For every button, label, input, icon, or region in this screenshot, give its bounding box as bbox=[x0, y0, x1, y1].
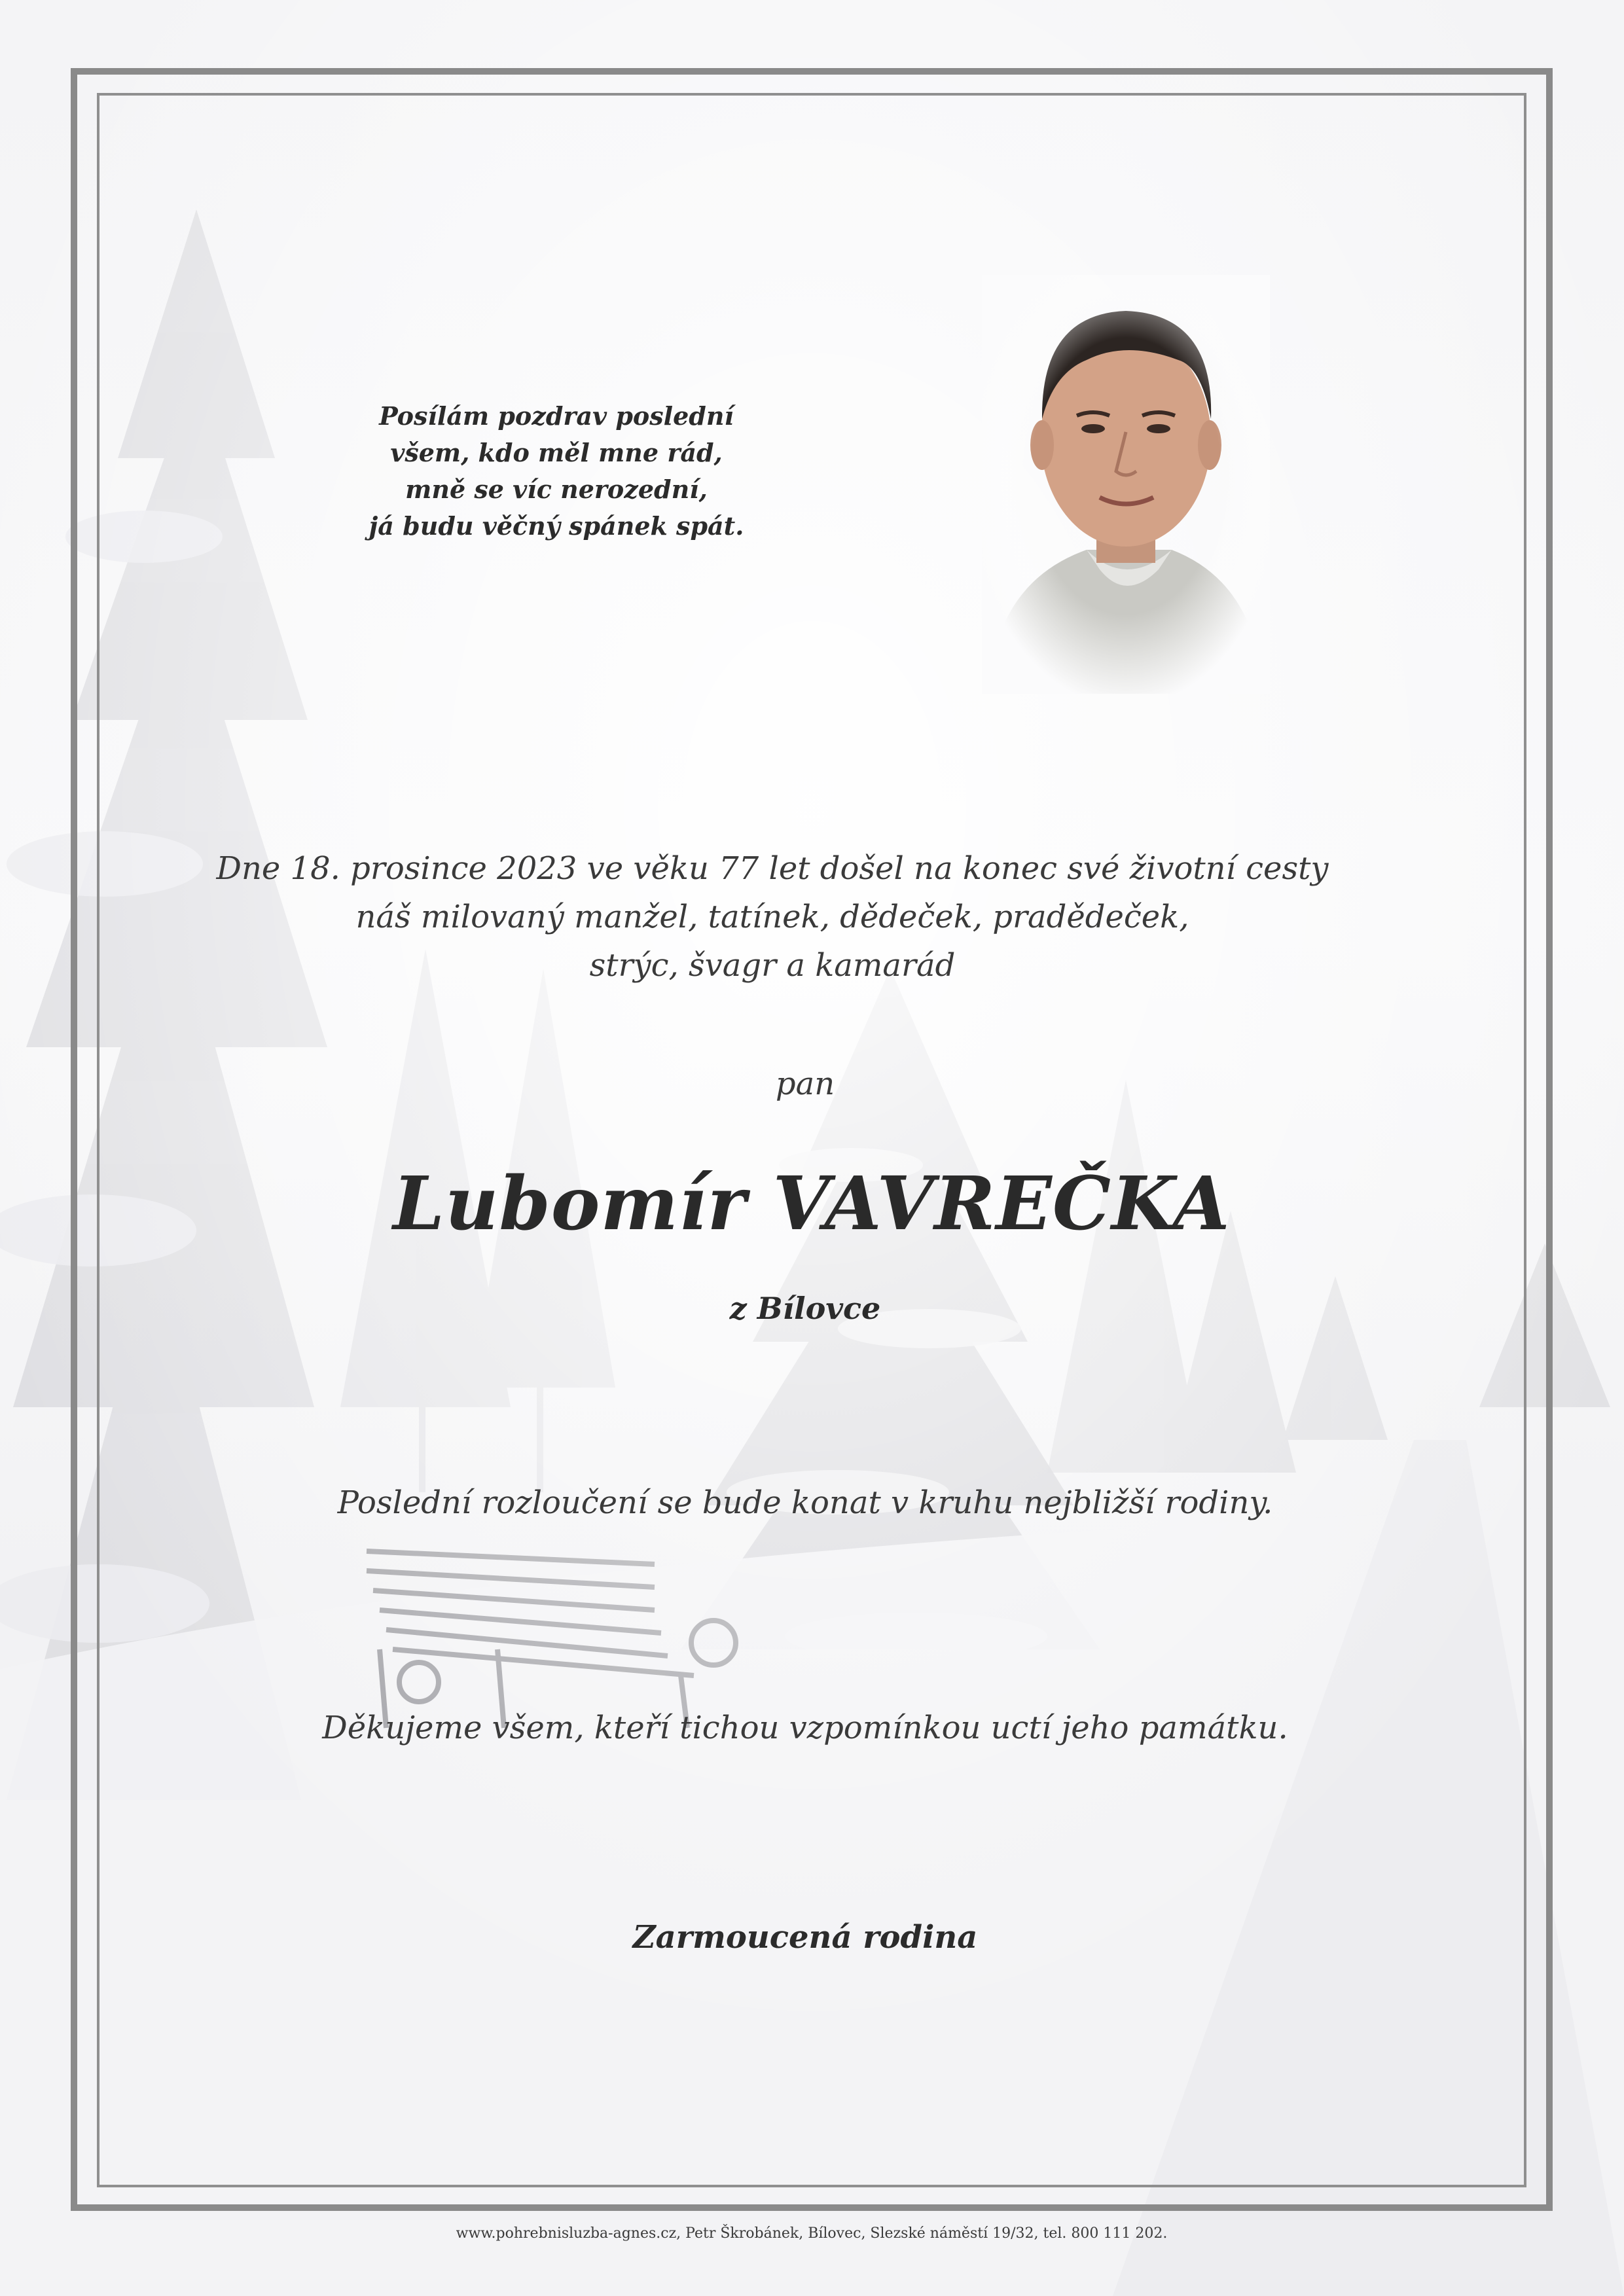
announcement-line: strýc, švagr a kamarád bbox=[589, 947, 956, 984]
farewell-notice: Poslední rozloučení se bude konat v kruhu nejbližší rodiny. bbox=[337, 1484, 1273, 1521]
deceased-name: Lubomír VAVREČKA bbox=[393, 1161, 1231, 1247]
deceased-origin: z Bílovce bbox=[729, 1291, 881, 1326]
poem-line: všem, kdo měl mne rád, bbox=[390, 438, 723, 467]
death-announcement bbox=[157, 844, 1388, 990]
funeral-service-footer: www.pohrebnisluzba-agnes.cz, Petr Škrobánek, Bílovec, Slezské náměstí 19/32, tel. 800 111 202. bbox=[456, 2225, 1168, 2242]
announcement-line: náš milovaný manžel, tatínek, dědeček, pradědeček, bbox=[355, 899, 1189, 935]
inner-frame-border bbox=[97, 93, 1526, 2187]
memorial-poem bbox=[314, 398, 799, 545]
announcement-line: Dne 18. prosince 2023 ve věku 77 let došel na konec své životní cesty bbox=[216, 850, 1329, 887]
thanks-message: Děkujeme všem, kteří tichou vzpomínkou uctí jeho památku. bbox=[322, 1710, 1288, 1746]
honorific-title: pan bbox=[775, 1066, 835, 1102]
poem-line: Posílám pozdrav poslední bbox=[379, 401, 734, 431]
family-signature: Zarmoucená rodina bbox=[632, 1919, 978, 1956]
poem-line: mně se víc nerozední, bbox=[405, 475, 708, 504]
poem-line: já budu věčný spánek spát. bbox=[369, 511, 744, 541]
deceased-portrait-photo bbox=[982, 275, 1270, 694]
